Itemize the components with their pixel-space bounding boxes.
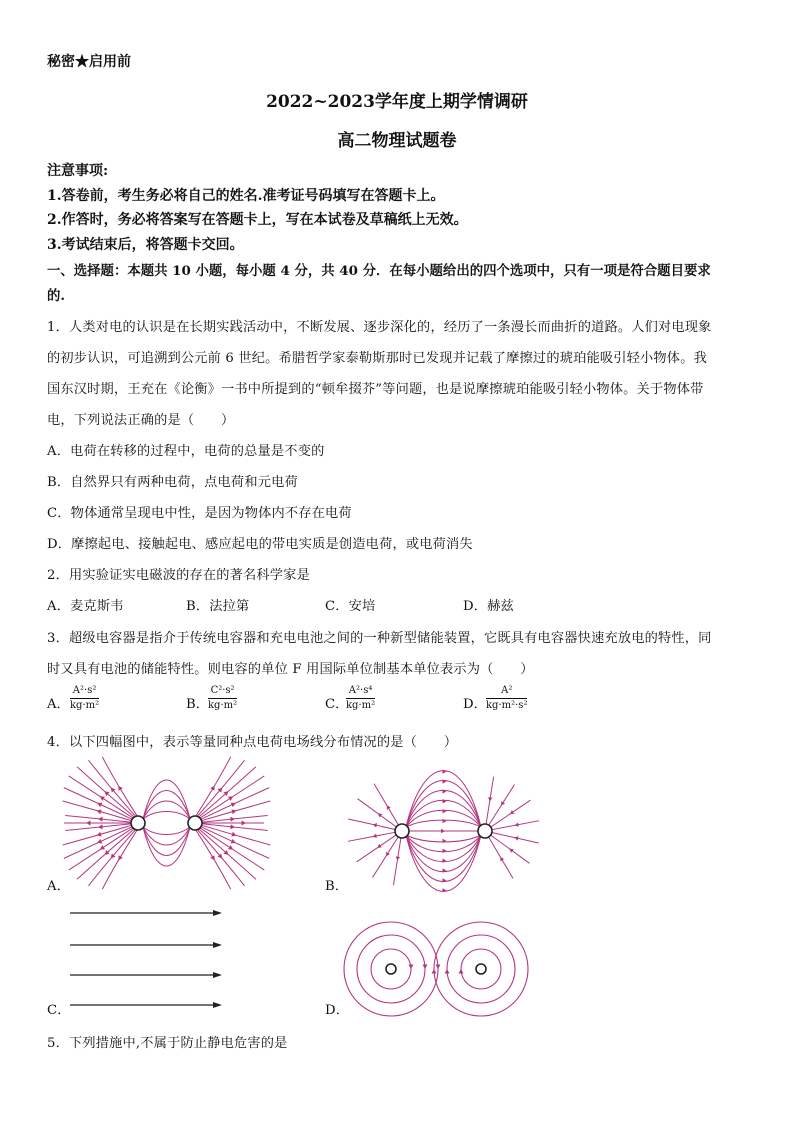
fraction-denominator: kg·m² [346, 700, 376, 711]
field-arrow [445, 969, 450, 974]
field-arrow [443, 888, 447, 892]
q1-option-b: B．自然界只有两种电荷，点电荷和元电荷 [47, 475, 298, 490]
q3-option-d-letter: D． [463, 697, 487, 712]
field-arrow [409, 965, 414, 970]
field-arrow [443, 849, 447, 853]
field-arrow [396, 856, 400, 860]
point-charge [188, 816, 202, 830]
field-arrow [213, 942, 222, 948]
q2-option-c: C．安培 [325, 599, 376, 614]
field-arrow [97, 832, 102, 837]
q3-stem-line: 3．超级电容器是指介于传统电容器和充电电池之间的一种新型储能装置，它既具有电容器快速充放电的特性，同 [47, 631, 712, 646]
field-line [143, 780, 190, 819]
q1-stem-line: 国东汉时期，王充在《论衡》一书中所提到的“顿牟掇芥”等问题，也是说摩擦琥珀能吸引轻小物体。关于物体带 [47, 382, 704, 397]
q1-option-a: A．电荷在转移的过程中，电荷的总量是不变的 [47, 444, 325, 459]
q3-option-b-fraction [208, 685, 237, 712]
field-arrow [242, 821, 247, 826]
point-charge [131, 816, 145, 830]
field-line [143, 827, 190, 866]
section-heading-cont: 的. [47, 288, 66, 304]
field-arrow [231, 832, 236, 837]
field-arrow [230, 824, 235, 829]
field-arrow [432, 969, 437, 974]
field-arrow [97, 809, 102, 814]
field-arrow [443, 839, 447, 843]
point-charge [478, 824, 492, 838]
q2-option-b: B．法拉第 [186, 599, 250, 614]
figure-a-like-charges [64, 758, 264, 888]
fraction-numerator: A² [486, 685, 527, 699]
q3-option-a-fraction [70, 685, 99, 712]
q1-option-d: D．摩擦起电、接触起电、感应起电的带电实质是创造电荷，或电荷消失 [47, 537, 473, 552]
q1-stem-line: 的初步认识，可追溯到公元前 6 世纪。希腊哲学家泰勒斯那时已发现并记载了摩擦过的琥珀能吸引轻小物体。我 [47, 351, 707, 366]
note-item: 1.答卷前，考生务必将自己的姓名.准考证号码填写在答题卡上。 [47, 188, 445, 204]
field-arrow [86, 821, 91, 826]
q2-stem: 2．用实验证实电磁波的存在的著名科学家是 [47, 568, 310, 583]
field-arrow [443, 779, 447, 783]
q1-stem-line: 电，下列说法正确的是（ ） [47, 413, 235, 428]
field-line [143, 812, 190, 820]
note-item: 2.作答时，务必将答案写在答题卡上，写在本试卷及草稿纸上无效。 [47, 212, 468, 228]
field-arrow [443, 799, 447, 803]
field-arrow [443, 819, 447, 823]
field-arrow [488, 797, 492, 801]
field-arrow [514, 822, 518, 826]
q1-option-c: C．物体通常呈现电中性，是因为物体内不存在电荷 [47, 506, 352, 521]
exam-subtitle: 高二物理试题卷 [337, 131, 457, 151]
q1-stem-line: 1．人类对电的认识是在长期实践活动中，不断发展、逐步深化的，经历了一条漫长而曲折的道路。人们对电现象 [47, 320, 712, 335]
field-line [143, 827, 190, 835]
field-line [406, 771, 481, 827]
figure-b-label: B． [325, 879, 349, 894]
field-arrow [443, 789, 447, 793]
q3-option-c-letter: C． [325, 697, 349, 712]
q3-option-d-fraction [486, 685, 527, 712]
section-heading: 一、选择题：本题共 10 小题，每小题 4 分，共 40 分．在每小题给出的四个选项中，只有一项是符合题目要求 [47, 263, 711, 279]
field-arrow [459, 969, 464, 974]
field-line [373, 837, 399, 878]
field-arrow [231, 809, 236, 814]
field-arrow [443, 868, 447, 872]
figure-d-concentric-circles [345, 920, 535, 1020]
field-arrow [443, 809, 447, 813]
exam-title: 2022~2023学年度上期学情调研 [266, 92, 528, 112]
point-charge [476, 964, 486, 974]
q4-stem: 4．以下四幅图中，表示等量同种点电荷电场线分布情况的是（ ） [47, 735, 458, 750]
fraction-denominator: kg·m²·s² [486, 700, 528, 711]
q3-option-b-letter: B． [186, 697, 209, 712]
notes-heading: 注意事项: [47, 163, 109, 179]
field-arrow [509, 849, 514, 853]
figure-a-label: A． [47, 879, 71, 894]
field-arrow [436, 965, 441, 970]
fraction-numerator: A²·s⁴ [346, 685, 375, 699]
field-arrow [514, 836, 518, 840]
field-arrow [373, 823, 377, 827]
fraction-denominator: kg·m² [208, 700, 238, 711]
field-arrow [373, 834, 377, 838]
field-arrow [98, 824, 103, 829]
field-arrow [443, 769, 447, 773]
figure-d-label: D． [325, 1003, 350, 1018]
field-arrow [98, 817, 103, 822]
field-arrow [230, 817, 235, 822]
figure-b-dipole [345, 771, 565, 891]
field-arrow [443, 878, 447, 882]
field-arrow [213, 910, 222, 916]
q2-option-a: A．麦克斯韦 [47, 599, 124, 614]
field-arrow [443, 859, 447, 863]
q2-option-d: D．赫兹 [463, 599, 514, 614]
q5-stem: 5．下列措施中,不属于防止静电危害的是 [47, 1036, 288, 1051]
figure-c-label: C． [47, 1003, 71, 1018]
field-arrow [441, 829, 445, 833]
fraction-denominator: kg·m² [70, 700, 100, 711]
q3-stem-line: 时又具有电池的储能特性。则电容的单位 F 用国际单位制基本单位表示为（ ） [47, 662, 534, 677]
field-line [374, 784, 398, 825]
q3-option-a-letter: A． [47, 697, 70, 712]
note-item: 3.考试结束后，将答题卡交回。 [47, 237, 244, 253]
field-arrow [378, 813, 383, 817]
fraction-numerator: A²·s² [70, 685, 99, 699]
figure-c-uniform-field [70, 905, 230, 1015]
point-charge [386, 964, 396, 974]
field-line [406, 835, 481, 891]
point-charge [395, 824, 409, 838]
confidential-label: 秘密★启用前 [47, 54, 131, 70]
fraction-numerator: C²·s² [208, 685, 237, 699]
q3-option-c-fraction [346, 685, 375, 712]
field-arrow [423, 965, 428, 970]
field-arrow [213, 972, 222, 978]
field-arrow [213, 1002, 222, 1008]
field-line [393, 838, 401, 885]
